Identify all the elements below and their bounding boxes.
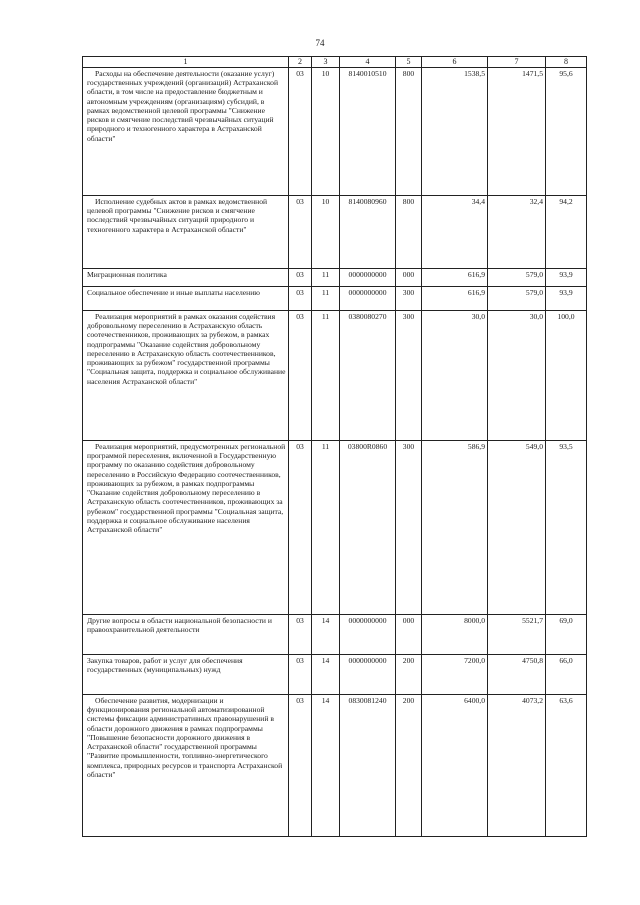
expense-name-cell: Обеспечение развития, модернизации и функционирования региональной автоматизированной системы фиксации административных правонарушений в области дорожного движения в рамках подпрограммы "Повышение безопасности дорожного движения в Астраханской области" государственной программы "Развитие промышленности, топливно-энергетического комплекса, природных ресурсов и транспорта Астраханской области" — [83, 694, 289, 836]
actual-amount-cell: 1471,5 — [488, 67, 546, 195]
section-cell: 03 — [289, 67, 312, 195]
expense-name-cell: Реализация мероприятий в рамках оказания содействия добровольному переселению в Астраханскую область соотечественников, проживающих за рубежом, в рамках подпрограммы "Оказание содействия добровольному переселению в Астраханскую область соотечественников, проживающих за рубежом" государственной программы "Социальная защита, поддержка и социальное обслуживание населения Астраханской области" — [83, 310, 289, 440]
expense-name-cell: Миграционная политика — [83, 268, 289, 286]
section-cell: 03 — [289, 614, 312, 654]
percent-cell: 100,0 — [546, 310, 587, 440]
section-cell: 03 — [289, 440, 312, 614]
table-row — [83, 310, 587, 440]
column-header-6: 6 — [422, 57, 488, 68]
plan-amount-cell: 8000,0 — [422, 614, 488, 654]
page-number: 74 — [315, 38, 325, 48]
subsection-cell: 11 — [312, 268, 340, 286]
target-article-cell: 0000000000 — [340, 268, 396, 286]
section-cell: 03 — [289, 286, 312, 310]
plan-amount-cell: 616,9 — [422, 268, 488, 286]
plan-amount-cell: 616,9 — [422, 286, 488, 310]
subsection-cell: 10 — [312, 195, 340, 268]
table-row — [83, 286, 587, 310]
percent-cell: 95,6 — [546, 67, 587, 195]
expense-name-cell: Закупка товаров, работ и услуг для обеспечения государственных (муниципальных) нужд — [83, 654, 289, 694]
target-article-cell: 0000000000 — [340, 654, 396, 694]
actual-amount-cell: 4073,2 — [488, 694, 546, 836]
percent-cell: 93,9 — [546, 268, 587, 286]
expense-type-cell: 800 — [396, 195, 422, 268]
subsection-cell: 11 — [312, 286, 340, 310]
column-header-8: 8 — [546, 57, 587, 68]
percent-cell: 93,9 — [546, 286, 587, 310]
percent-cell: 94,2 — [546, 195, 587, 268]
expense-name-cell: Социальное обеспечение и иные выплаты населению — [83, 286, 289, 310]
section-cell: 03 — [289, 310, 312, 440]
column-header-2: 2 — [289, 57, 312, 68]
target-article-cell: 8140010510 — [340, 67, 396, 195]
plan-amount-cell: 586,9 — [422, 440, 488, 614]
section-cell: 03 — [289, 654, 312, 694]
column-header-1: 1 — [83, 57, 289, 68]
subsection-cell: 11 — [312, 310, 340, 440]
percent-cell: 66,0 — [546, 654, 587, 694]
target-article-cell: 0830081240 — [340, 694, 396, 836]
expense-type-cell: 000 — [396, 268, 422, 286]
expense-name-cell: Исполнение судебных актов в рамках ведомственной целевой программы "Снижение рисков и смягчение последствий чрезвычайных ситуаций природного и техногенного характера в Астраханской области" — [83, 195, 289, 268]
plan-amount-cell: 6400,0 — [422, 694, 488, 836]
target-article-cell: 03800R0860 — [340, 440, 396, 614]
actual-amount-cell: 5521,7 — [488, 614, 546, 654]
plan-amount-cell: 7200,0 — [422, 654, 488, 694]
section-cell: 03 — [289, 268, 312, 286]
expense-name-cell: Расходы на обеспечение деятельности (оказание услуг) государственных учреждений (организаций) Астраханской области, в том числе на предоставление бюджетным и автономным учреждениям (организациям) субсидий, в рамках ведомственной целевой программы "Снижение рисков и смягчение последствий чрезвычайных ситуаций природного и техногенного характера в Астраханской области" — [83, 67, 289, 195]
table-row — [83, 195, 587, 268]
section-cell: 03 — [289, 195, 312, 268]
actual-amount-cell: 30,0 — [488, 310, 546, 440]
expense-type-cell: 300 — [396, 310, 422, 440]
expense-type-cell: 300 — [396, 440, 422, 614]
subsection-cell: 11 — [312, 440, 340, 614]
percent-cell: 93,5 — [546, 440, 587, 614]
plan-amount-cell: 34,4 — [422, 195, 488, 268]
actual-amount-cell: 32,4 — [488, 195, 546, 268]
target-article-cell: 0380080270 — [340, 310, 396, 440]
column-header-5: 5 — [396, 57, 422, 68]
target-article-cell: 8140080960 — [340, 195, 396, 268]
percent-cell: 63,6 — [546, 694, 587, 836]
subsection-cell: 10 — [312, 67, 340, 195]
expense-name-cell: Реализация мероприятий, предусмотренных региональной программой переселения, включенной в Государственную программу по оказанию содействия добровольному переселению в Российскую Федерацию соотечественников, проживающих за рубежом, в рамках подпрограммы "Оказание содействия добровольному переселению в Астраханскую область соотечественников, проживающих за рубежом" государственной программы "Социальная защита, поддержка и социальное обслуживание населения Астраханской области" — [83, 440, 289, 614]
expense-name-cell: Другие вопросы в области национальной безопасности и правоохранительной деятельности — [83, 614, 289, 654]
column-header-7: 7 — [488, 57, 546, 68]
table-row — [83, 67, 587, 195]
percent-cell: 69,0 — [546, 614, 587, 654]
table-row — [83, 440, 587, 614]
plan-amount-cell: 30,0 — [422, 310, 488, 440]
actual-amount-cell: 579,0 — [488, 286, 546, 310]
subsection-cell: 14 — [312, 694, 340, 836]
table-row — [83, 614, 587, 654]
expense-type-cell: 200 — [396, 654, 422, 694]
table-row — [83, 694, 587, 836]
subsection-cell: 14 — [312, 654, 340, 694]
actual-amount-cell: 4750,8 — [488, 654, 546, 694]
expense-type-cell: 800 — [396, 67, 422, 195]
expense-type-cell: 200 — [396, 694, 422, 836]
expense-type-cell: 300 — [396, 286, 422, 310]
subsection-cell: 14 — [312, 614, 340, 654]
section-cell: 03 — [289, 694, 312, 836]
table-row — [83, 268, 587, 286]
target-article-cell: 0000000000 — [340, 614, 396, 654]
column-header-3: 3 — [312, 57, 340, 68]
budget-table — [82, 56, 587, 837]
column-number-header-row — [83, 57, 587, 68]
actual-amount-cell: 579,0 — [488, 268, 546, 286]
column-header-4: 4 — [340, 57, 396, 68]
plan-amount-cell: 1538,5 — [422, 67, 488, 195]
actual-amount-cell: 549,0 — [488, 440, 546, 614]
table-row — [83, 654, 587, 694]
expense-type-cell: 000 — [396, 614, 422, 654]
target-article-cell: 0000000000 — [340, 286, 396, 310]
